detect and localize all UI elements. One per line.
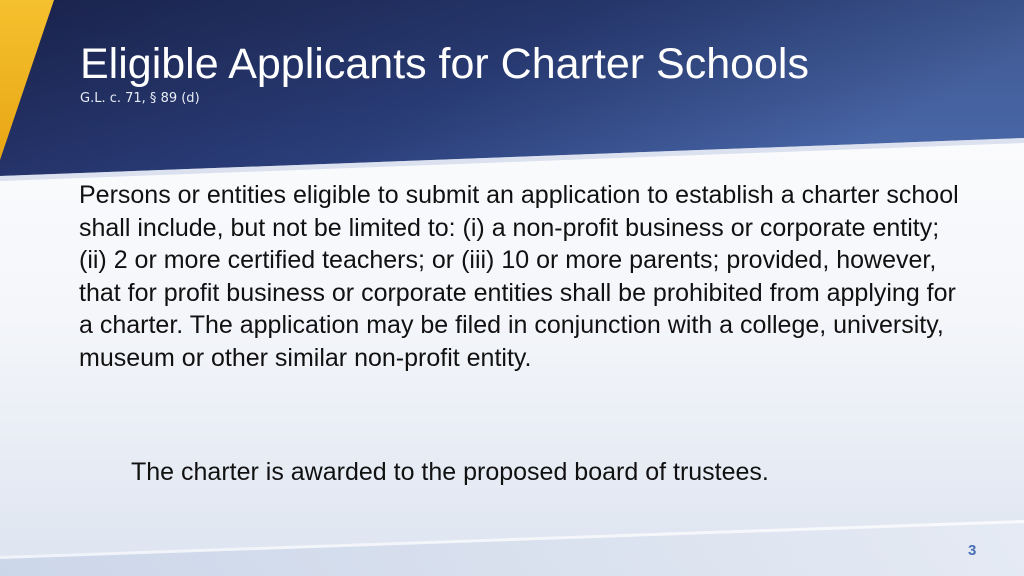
eligibility-paragraph: Persons or entities eligible to submit an application to establish a charter school shall include, but not be limited to: (i) a non-profit business or corporate entity; (ii) 2 or more certified teachers; or (iii) 10 or more parents; provided, however, that for profit business or corporate entities shall be prohibited from applying for a charter. The application may be filed in conjunction with a college, university, museum or other similar non-profit entity. <box>79 181 959 372</box>
page-number: 3 <box>968 542 977 559</box>
bottom-band <box>0 520 1024 576</box>
slide-title: Eligible Applicants for Charter Schools <box>80 40 809 88</box>
charter-award-note: The charter is awarded to the proposed board of trustees. <box>131 458 769 486</box>
statute-citation: G.L. c. 71, § 89 (d) <box>80 91 200 106</box>
